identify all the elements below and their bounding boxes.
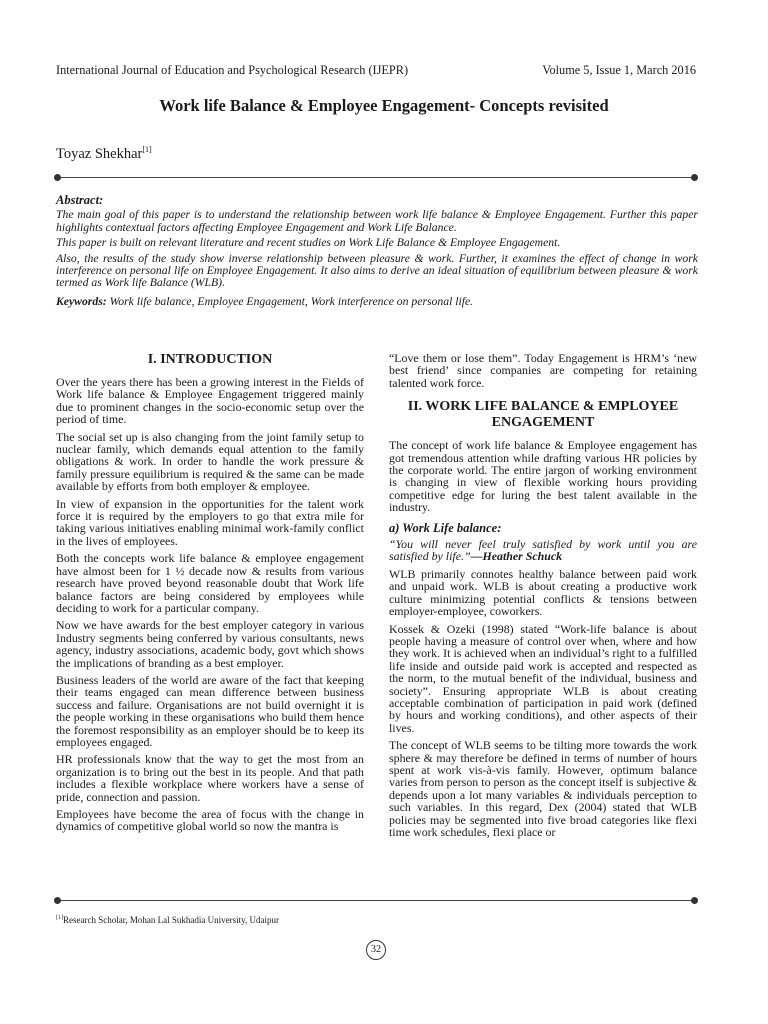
divider-top <box>56 177 696 178</box>
author-line <box>56 145 152 163</box>
paragraph: The social set up is also changing from the joint family setup to nuclear family, which demands equal attention to the family obligations & work. In order to handle the work pressure & family pressure equilibrium is required & the same can be made available by efforts from both employer & employee. <box>56 429 364 494</box>
quote-text: “You will never feel truly satisfied by work until you are satisfied by life.” <box>389 537 697 564</box>
paragraph: In view of expansion in the opportunities for the talent work force it is required by the employers to go that extra mile for taking various initiatives enabling minimal work-family conflict in the lives of employees. <box>56 496 364 548</box>
paper-title: Work life Balance & Employee Engagement- Concepts revisited <box>159 96 609 115</box>
subsection-heading-wlb: a) Work Life balance: <box>389 520 502 535</box>
paragraph: Both the concepts work life balance & employee engagement have almost been for 1 ½ decade now & results from various research have proved beyond reasonable doubt that Work life balance factors are being considered by employees while deciding to work for a particular company. <box>56 551 364 615</box>
keywords-label: Keywords: <box>56 294 107 308</box>
footnote-marker: [1] <box>56 915 63 921</box>
footnote-text: Research Scholar, Mohan Lal Sukhadia University, Udaipur <box>63 915 279 925</box>
paragraph: Now we have awards for the best employer category in various Industry segments being conferred by various consultants, news agency, industry associations, academic body, govt which shows the implications of branding as a best employer. <box>56 618 364 670</box>
abstract-paragraph: The main goal of this paper is to understand the relationship between work life balance & Employee Engagement. Further this paper highlights contextual factors affecting Employee Engagement and Work Life Balance. <box>56 208 698 234</box>
abstract <box>56 194 698 311</box>
paragraph: WLB primarily connotes healthy balance between paid work and unpaid work. WLB is about creating a productive work culture minimizing potential conflicts & tensions between employer-employee, coworkers. <box>389 566 697 619</box>
section-heading-wlb-engagement: II. WORK LIFE BALANCE & EMPLOYEE ENGAGEMENT <box>407 399 679 431</box>
author-footnote-marker: [1] <box>142 145 152 154</box>
paragraph: HR professionals know that the way to get the most from an organization is to bring out the best in its people. And that path includes a flexible workplace where workers have a sense of pride, connection and passion. <box>56 752 364 804</box>
footnote <box>56 915 279 925</box>
paragraph: The concept of WLB seems to be tilting more towards the work sphere & may therefore be defined in terms of number of hours spent at work vis-à-vis family. However, optimum balance varies from person to person as the concept itself is subjective & depends upon a lot many variables & individuals perception to such variables. In this regard, Dex (2004) stated that WLB policies may be segmented into five broad categories like flexi time work schedules, flexi place or <box>389 738 697 839</box>
paragraph: Kossek & Ozeki (1998) stated “Work-life balance is about people having a measure of control over when, where and how they work. It is achieved when an individual’s right to a fulfilled life inside and outside paid work is accepted and respected as the norm, to the mutual benefit of the individual, business and society”. Ensuring appropriate WLB is about creating acceptable combination of participation in paid work (defined by hours and working conditions), and other aspects of their lives. <box>389 621 697 735</box>
paragraph: The concept of work life balance & Employee engagement has got tremendous attention while drafting various HR policies by the corporate world. The entire jargon of working environment is changing in view of flexible working hours providing competitive edge for luring the best talent available in the industry. <box>389 438 697 515</box>
paragraph: Employees have become the area of focus with the change in dynamics of competitive global world so now the mantra is <box>56 807 364 834</box>
keywords <box>56 296 698 308</box>
keywords-list: Work life balance, Employee Engagement, Work interference on personal life. <box>106 294 474 308</box>
page-number: 32 <box>366 940 386 960</box>
running-header <box>56 63 696 79</box>
abstract-paragraph: Also, the results of the study show inverse relationship between pleasure & work. Further, it examines the effect of change in work interference on personal life on Employee Engagement. It also aims to derive an ideal situation of equilibrium between pleasure & work termed as Work life Balance (WLB). <box>56 251 698 290</box>
paragraph: Business leaders of the world are aware of the fact that keeping their teams engaged can mean difference between business success and failure. Organisations are not build overnight it is the people working in these organisations who build them hence the foremost responsibility as an employer should be to keep its employees engaged. <box>56 672 364 749</box>
paragraph: Over the years there has been a growing interest in the Fields of Work life balance & Employee Engagement triggered mainly due to prominent changes in the socio-economic setup over the period of time. <box>56 375 364 427</box>
author-name: Toyaz Shekhar <box>56 145 143 162</box>
abstract-paragraph: This paper is built on relevant literature and recent studies on Work Life Balance & Employee Engagement. <box>56 236 561 250</box>
left-column <box>56 352 364 838</box>
right-column <box>389 352 697 843</box>
journal-name: International Journal of Education and Psychological Research (IJEPR) <box>56 63 409 77</box>
epigraph-quote <box>389 538 697 563</box>
volume-info: Volume 5, Issue 1, March 2016 <box>542 63 696 77</box>
abstract-heading: Abstract: <box>56 193 104 207</box>
divider-bottom <box>56 900 696 901</box>
paragraph: “Love them or lose them”. Today Engagement is HRM’s ‘new best friend’ since companies are competing for retaining talented work force. <box>389 351 697 390</box>
section-heading-introduction: I. INTRODUCTION <box>147 352 273 367</box>
quote-author: —Heather Schuck <box>470 549 563 564</box>
